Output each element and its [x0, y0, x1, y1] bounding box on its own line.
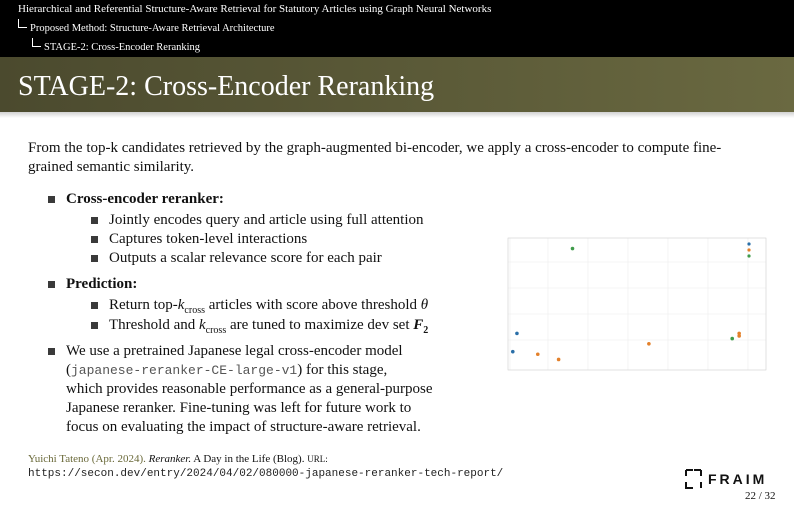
legend-marker-blue: [747, 242, 750, 245]
nav-subsubsection-link[interactable]: [32, 41, 200, 53]
text-segment: Threshold and: [109, 317, 199, 333]
chart-point: [571, 247, 575, 251]
bullet-cross-encoder: Cross-encoder reranker:: [66, 191, 224, 207]
bullet-square-icon: [48, 348, 55, 355]
chart-point: [536, 352, 540, 356]
intro-paragraph: From the top-k candidates retrieved by the graph-augmented bi-encoder, we apply a cross-encoder to compute fine-grained semantic similarity.: [28, 140, 722, 175]
sub-bullet-threshold-tuning: [109, 316, 428, 340]
bullet-model-line4: Japanese reranker. Fine-tuning was left for future work to: [66, 400, 412, 416]
text-segment: articles with score above threshold: [204, 297, 421, 313]
nav-subsection-label: Proposed Method: Structure-Aware Retrieval Architecture: [30, 23, 275, 34]
text-segment: are tuned to maximize dev set: [226, 317, 414, 333]
reference-url-label: URL:: [307, 454, 328, 464]
chart-point: [557, 358, 561, 362]
bullet-square-icon: [48, 196, 55, 203]
chart-point: [515, 332, 519, 336]
sub-bullet-square-icon: [91, 322, 98, 329]
bullet-prediction: Prediction:: [66, 276, 138, 292]
math-k: k: [177, 297, 185, 313]
reference-title: Reranker.: [148, 453, 192, 465]
logo-text: FRAIM: [708, 471, 768, 487]
legend-marker-orange: [747, 248, 750, 251]
title-shadow: [0, 112, 794, 118]
navigation-bar: [0, 0, 794, 57]
chart-point: [730, 337, 734, 341]
model-name: japanese-reranker-CE-large-v1: [71, 363, 298, 378]
fraim-logo: [684, 468, 784, 490]
chart-point: [647, 342, 651, 346]
bullet-model-line5: focus on evaluating the impact of structure-aware retrieval.: [66, 419, 421, 435]
sub-bullet-square-icon: [91, 236, 98, 243]
math-subscript: 2: [423, 325, 429, 336]
title-band: [0, 57, 794, 112]
chart-gridlines: [508, 238, 766, 370]
sub-bullet-square-icon: [91, 217, 98, 224]
slide-title: STAGE-2: Cross-Encoder Reranking: [18, 71, 435, 102]
page-number: 22 / 32: [745, 490, 776, 502]
bullet-square-icon: [48, 281, 55, 288]
bullet-model-line1: We use a pretrained Japanese legal cross-encoder model: [66, 343, 403, 359]
text-segment: Return top-: [109, 297, 178, 313]
math-theta: θ: [420, 297, 429, 313]
reference-author: Yuichi Tateno (Apr. 2024).: [28, 453, 146, 465]
sub-bullet-square-icon: [91, 302, 98, 309]
reference-line1: [28, 452, 503, 467]
math-subscript: cross: [184, 305, 205, 316]
math-k: k: [198, 317, 206, 333]
chart-point: [511, 350, 515, 354]
legend-marker-green: [747, 254, 750, 257]
chart-point: [737, 334, 741, 338]
reference-venue: A Day in the Life (Blog).: [193, 453, 305, 465]
chart-legend: [747, 242, 750, 257]
reference-citation: [28, 452, 503, 482]
sub-bullet-token-interactions: Captures token-level interactions: [109, 231, 308, 247]
tree-corner-icon: [18, 19, 27, 28]
sub-bullet-joint-encoding: Jointly encodes query and article using full attention: [109, 212, 424, 228]
reference-url[interactable]: https://secon.dev/entry/2024/04/02/080000-japanese-reranker-tech-report/: [28, 468, 504, 480]
math-f: F: [413, 317, 424, 333]
sub-bullet-square-icon: [91, 255, 98, 262]
tree-corner-icon: [32, 38, 41, 47]
chart-points: [511, 247, 741, 362]
text-segment: (: [66, 362, 71, 378]
chart-plot-frame: [508, 238, 766, 370]
nav-subsubsection-label: STAGE-2: Cross-Encoder Reranking: [44, 42, 201, 53]
nav-subsection-link[interactable]: [18, 22, 275, 34]
bullet-model-line3: which provides reasonable performance as a general-purpose: [66, 381, 433, 397]
scatter-chart: [478, 228, 770, 383]
bullet-model-line2: [66, 361, 387, 380]
nav-section-link[interactable]: Hierarchical and Referential Structure-Aware Retrieval for Statutory Articles using Graph Neural Networks: [18, 3, 492, 15]
math-subscript: cross: [205, 325, 227, 336]
text-segment: ) for this stage,: [297, 362, 388, 378]
sub-bullet-scalar-score: Outputs a scalar relevance score for each pair: [109, 250, 382, 266]
